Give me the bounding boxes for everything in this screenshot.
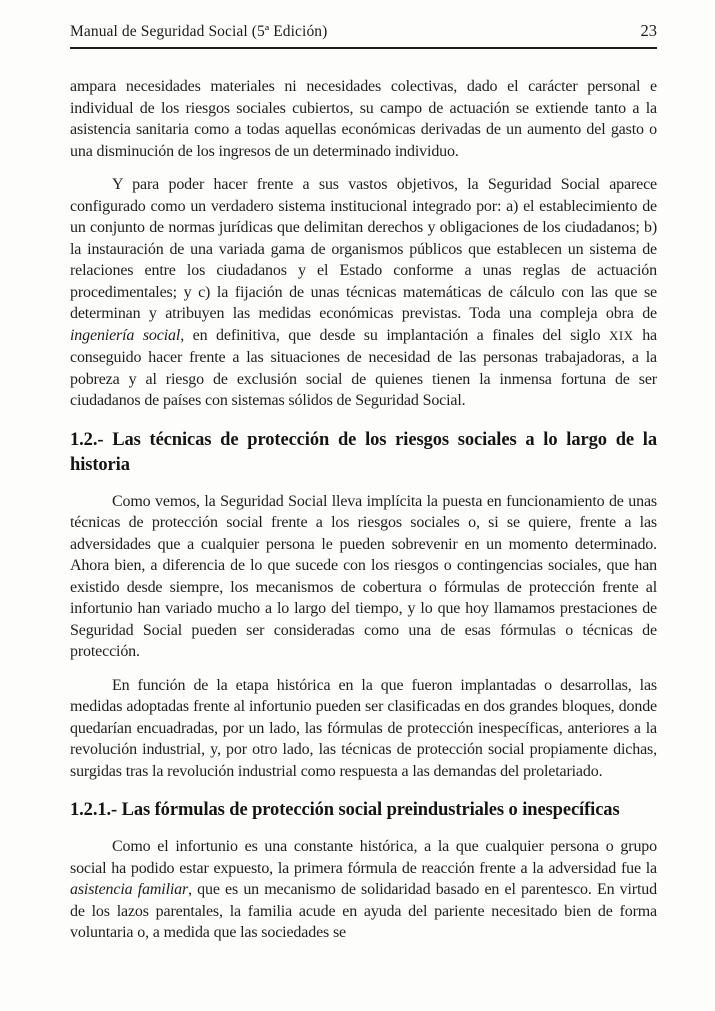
paragraph: [70, 174, 657, 412]
text-segment: , que es un mecanismo de solidaridad basado en el parentesco. En virtud de los lazos parentales, la familia acude en ayuda del pariente necesitado bien de forma voluntaria o, a medida que las sociedades se: [70, 881, 657, 941]
running-header: [70, 22, 657, 49]
paragraph: [70, 836, 657, 944]
text-segment: Y para poder hacer frente a sus vastos objetivos, la Seguridad Social aparece configurado como un verdadero sistema institucional integrado por: a) el establecimiento de un conjunto de normas jurídicas que delimitan derechos y obligaciones de los ciudadanos; b) la instauración de una variada gama de organismos públicos que establecen un sistema de relaciones entre los ciudadanos y el Estado conforme a unas reglas de actuación procedimentales; y c) la fijación de unas técnicas matemáticas de cálculo con las que se determinan y atribuyen las medidas económicas previstas. Toda una compleja obra de: [70, 176, 657, 322]
page-body: [70, 76, 657, 944]
section-heading-1-2-1: 1.2.1.- Las fórmulas de protección social preindustriales o inespecíficas: [70, 800, 620, 820]
paragraph: Como vemos, la Seguridad Social lleva implícita la puesta en funcionamiento de unas técnicas de protección social frente a los riesgos sociales o, si se quiere, frente a las adversidades que a cualquier persona le pueden sobrevenir en un momento determinado. Ahora bien, a diferencia de lo que sucede con los riesgos o contingencias sociales, que han existido desde siempre, los mecanismos de cobertura o fórmulas de protección frente al infortunio han variado mucho a lo largo del tiempo, y lo que hoy llamamos prestaciones de Seguridad Social pueden ser consideradas como una de esas fórmulas o técnicas de protección.: [70, 492, 657, 660]
paragraph-continuation: ampara necesidades materiales ni necesidades colectivas, dado el carácter personal e individual de los riesgos sociales cubiertos, su campo de actuación se extiende tanto a la asistencia sanitaria como a todas aquellas económicas derivadas de un aumento del gasto o una disminución de los ingresos de un determinado individuo.: [70, 78, 657, 160]
italic-phrase: asistencia familiar: [70, 881, 189, 898]
text-segment: , en definitiva, que desde su implantación a finales del siglo: [180, 326, 610, 344]
italic-phrase: ingeniería social: [70, 326, 181, 344]
text-segment: ha conseguido hacer frente a las situaciones de necesidad de las personas trabajadoras, a la pobreza y al riesgo de exclusión social de quienes tienen la inmensa fortuna de ser ciudadanos de países con sistemas sólidos de Seguridad Social.: [70, 326, 658, 409]
section-heading-1-2: 1.2.- Las técnicas de protección de los riesgos sociales a lo largo de la historia: [70, 429, 657, 475]
running-title: Manual de Seguridad Social (5ª Edición): [70, 23, 328, 40]
text-segment: Como el infortunio es una constante histórica, a la que cualquier persona o grupo social ha podido estar expuesto, la primera fórmula de reacción frente a la adversidad fue la: [70, 838, 657, 877]
page-number: 23: [640, 21, 657, 40]
roman-numeral-small-caps: XIX: [609, 328, 634, 343]
paragraph: En función de la etapa histórica en la que fueron implantadas o desarrollas, las medidas adoptadas frente al infortunio pueden ser clasificadas en dos grandes bloques, donde quedarían encuadradas, por un lado, las fórmulas de protección inespecíficas, anteriores a la revolución industrial, y, por otro lado, las técnicas de protección social propiamente dichas, surgidas tras la revolución industrial como respuesta a las demandas del proletariado.: [70, 676, 657, 780]
